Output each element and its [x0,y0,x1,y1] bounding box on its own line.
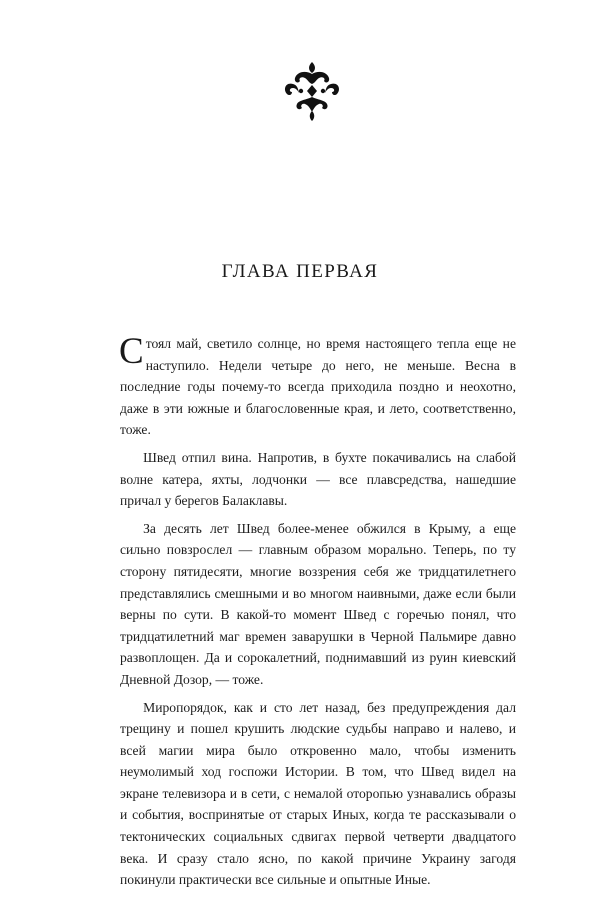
chapter-title: ГЛАВА ПЕРВАЯ [221,261,379,282]
paragraph: Швед отпил вина. Напротив, в бухте покачивались на слабой волне катера, яхты, лодчонки — все плавсредства, нашедшие причал у берегов Балаклавы. [120,449,516,509]
paragraph [120,333,516,441]
floral-ornament-icon [281,60,343,122]
drop-cap: С [119,331,144,372]
paragraph-text: тоял май, светило солнце, но время настоящего тепла еще не наступило. Недели четыре до него, не меньше. Весна в последние годы почему-то всегда приходила поздно и неохотно, даже в эти южные и благословенные края, и лето, соответственно, тоже. [120,336,516,438]
paragraph: За десять лет Швед более-менее обжился в Крыму, а еще сильно повзрослел — главным образом морально. Теперь, по ту сторону пятидесяти, многие воззрения себя же тридцатилетнего представлялись смешными и во многом наивными, даже если были верны по сути. В какой-то момент Швед с горечью понял, что тридцатилетний маг времен заварушки в Черной Пальмире давно развоплощен. Да и сорокалетний, поднимавший из руин киевский Дневной Дозор, — тоже. [120,520,516,687]
chapter-text [120,333,516,897]
paragraph: Миропорядок, как и сто лет назад, без предупреждения дал трещину и пошел крушить людские судьбы направо и налево, и всей магии мира было откровенно мало, чтобы изменить неумолимый ход госпожи Истории. В том, что Швед видел на экране телевизора и в сети, с немалой оторопью узнавались образы и события, воспринятые от старых Иных, когда те рассказывали о тектонических социальных сдвигах первой четверти двадцатого века. И сразу стало ясно, по какой причине Украину загодя покинули практически все сильные и опытные Иные. [120,699,516,888]
